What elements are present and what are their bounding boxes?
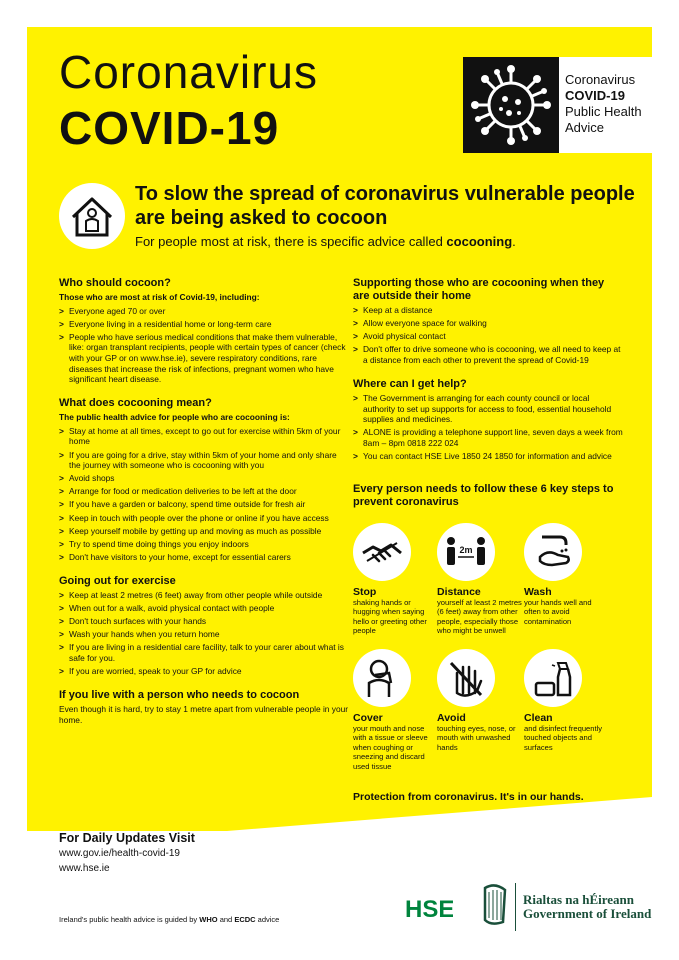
- right-column: [353, 277, 623, 464]
- list-item: > Stay at home at all times, except to go out for exercise within 5km of your home: [59, 425, 341, 447]
- step-label: Wash: [524, 586, 552, 598]
- gov-line-1: Rialtas na hÉireann: [523, 892, 635, 907]
- step-label: Clean: [524, 712, 553, 724]
- updates-title: For Daily Updates Visit: [59, 831, 195, 845]
- virus-icon: [463, 57, 559, 153]
- house-person-icon: [59, 183, 125, 249]
- poster: [27, 27, 652, 931]
- step-desc: your mouth and nose with a tissue or sleeve when coughing or sneezing and discard used tissue: [353, 724, 428, 771]
- list-item: > Don't offer to drive someone who is cocooning, we all need to keep at a distance from each other to prevent the spread of Covid-19: [353, 344, 621, 365]
- list-item: > Avoid physical contact: [353, 331, 446, 342]
- step-label: Stop: [353, 586, 377, 598]
- who-subtitle: Those who are most at risk of Covid-19, including:: [59, 292, 260, 302]
- brand-box: [463, 57, 652, 153]
- list-item: > Keep yourself mobile by getting up and moving as much as possible: [59, 525, 322, 536]
- list-item: > If you are going for a drive, stay within 5km of your home and only share the journey with someone who is cocooning with you: [59, 449, 337, 471]
- harp-icon: [479, 882, 511, 931]
- list-item: > Don't have visitors to your home, except for essential carers: [59, 551, 291, 562]
- step-desc: shaking hands or hugging when saying hello or greeting other people: [353, 598, 427, 636]
- step-cover: [353, 649, 439, 771]
- step-label: Distance: [437, 586, 481, 598]
- list-item: > The Government is arranging for each county council or local authority to set up supports for access to food, essential household supplies and medicines.: [353, 392, 612, 425]
- help-list: [353, 393, 623, 462]
- list-item: > Keep at least 2 metres (6 feet) away from other people while outside: [59, 589, 323, 600]
- list-item: > Everyone aged 70 or over: [59, 305, 166, 316]
- list-item: > If you are worried, speak to your GP for advice: [59, 665, 242, 676]
- left-column: [59, 277, 349, 725]
- list-item: > Allow everyone space for walking: [353, 318, 487, 329]
- subline-bold: cocooning: [446, 234, 513, 249]
- step-desc: your hands well and often to avoid contamination: [524, 598, 592, 626]
- step-desc: touching eyes, nose, or mouth with unwashed hands: [437, 724, 516, 752]
- hse-logo: [403, 887, 453, 931]
- brand-line-2: COVID-19: [565, 88, 625, 103]
- step-clean: [524, 649, 610, 752]
- live-with-title: If you live with a person who needs to cocoon: [59, 689, 300, 702]
- live-with-text: Even though it is hard, try to stay 1 metre apart from vulnerable people in your home.: [59, 704, 349, 725]
- list-item: > Wash your hands when you return home: [59, 629, 220, 640]
- list-item: > You can contact HSE Live 1850 24 1850 for information and advice: [353, 450, 612, 461]
- step-avoid: [437, 649, 523, 752]
- step-desc: and disinfect frequently touched objects and surfaces: [524, 724, 603, 752]
- list-item: > If you are living in a residential care facility, talk to your carer about what is safe for you.: [59, 642, 344, 663]
- no-touch-face-icon: [437, 649, 495, 707]
- brand-line-3: Public Health: [565, 104, 642, 119]
- step-desc: yourself at least 2 metres (6 feet) away from other people, especially those who might be unwell: [437, 598, 522, 636]
- cough-icon: [353, 649, 411, 707]
- step-wash: [524, 523, 610, 626]
- brand-line-4: Advice: [565, 120, 605, 135]
- exercise-list: [59, 590, 349, 677]
- list-item: > Keep in touch with people over the phone or online if you have access: [59, 512, 329, 523]
- svg-text:HSE: HSE: [405, 896, 453, 923]
- list-item: > Arrange for food or medication deliveries to be left at the door: [59, 486, 297, 497]
- gov-divider: [515, 883, 516, 931]
- list-item: > Keep at a distance: [353, 305, 433, 315]
- supporting-title: Supporting those who are cocooning when they are outside their home: [353, 277, 605, 302]
- step-stop: [353, 523, 439, 636]
- subline-text: For people most at risk, there is specific advice called: [135, 234, 447, 249]
- step-label: Avoid: [437, 712, 466, 724]
- who-list: [59, 306, 349, 385]
- step-label: Cover: [353, 712, 383, 724]
- steps-title: Every person needs to follow these 6 key steps to prevent coronavirus: [353, 483, 614, 508]
- list-item: > Everyone living in a residential home or long-term care: [59, 318, 272, 329]
- help-title: Where can I get help?: [353, 377, 467, 390]
- url-hse[interactable]: www.hse.ie: [59, 863, 110, 874]
- distance-icon: [437, 523, 495, 581]
- list-item: > People who have serious medical conditions that make them vulnerable, like: organ transplant recipients, people with certain types of cancer (check with your GP or on www.hse.ie), severe respiratory conditions, rare diseases that increase the risk of infections, pregnant women who have significant heart disease.: [59, 331, 346, 385]
- meaning-subtitle: The public health advice for people who are cocooning is:: [59, 412, 290, 423]
- meaning-title: What does cocooning mean?: [59, 397, 212, 410]
- who-title: Who should cocoon?: [59, 277, 171, 289]
- who-ecdc-line: Ireland's public health advice is guided by WHO and ECDC advice: [59, 915, 280, 924]
- title-line2: COVID-19: [59, 102, 280, 154]
- subline-end: .: [512, 234, 516, 249]
- handwash-icon: [524, 523, 582, 581]
- exercise-title: Going out for exercise: [59, 574, 176, 587]
- brand-line-1: Coronavirus: [565, 72, 636, 87]
- spray-clean-icon: [524, 649, 582, 707]
- protection-tagline: Protection from coronavirus. It's in our hands.: [353, 791, 584, 803]
- step-distance: [437, 523, 523, 636]
- list-item: > When out for a walk, avoid physical contact with people: [59, 602, 275, 613]
- list-item: > Don't touch surfaces with your hands: [59, 616, 207, 627]
- gov-line-2: Government of Ireland: [523, 906, 652, 921]
- supporting-list: [353, 305, 623, 365]
- handshake-icon: [353, 523, 411, 581]
- list-item: > Avoid shops: [59, 473, 115, 484]
- distance-icon-label: 2m: [459, 545, 473, 555]
- subline: [135, 234, 516, 250]
- list-item: > If you have a garden or balcony, spend time outside for fresh air: [59, 499, 306, 510]
- brand-text: [565, 72, 642, 136]
- government-of-ireland: [523, 893, 651, 921]
- url-gov[interactable]: www.gov.ie/health-covid-19: [59, 848, 180, 859]
- meaning-list: [59, 426, 349, 563]
- title-line1: Coronavirus: [59, 46, 318, 98]
- headline: To slow the spread of coronavirus vulnerable people are being asked to cocoon: [135, 183, 635, 229]
- list-item: > ALONE is providing a telephone support line, seven days a week from 8am – 8pm 0818 222 024: [353, 427, 623, 448]
- list-item: > Try to spend time doing things you enjoy indoors: [59, 538, 249, 549]
